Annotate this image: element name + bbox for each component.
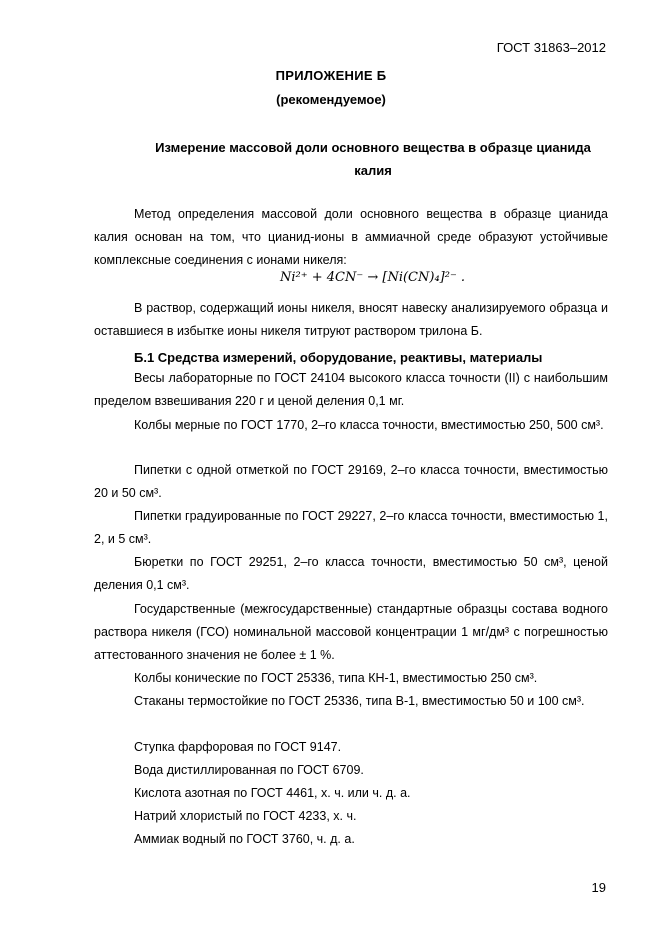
- standard-header: ГОСТ 31863–2012: [496, 40, 606, 55]
- list-item: Аммиак водный по ГОСТ 3760, ч. д. а.: [134, 832, 355, 846]
- list-item: Бюретки по ГОСТ 29251, 2–го класса точности, вместимостью 50 см³, ценой деления 0,1 см³.: [94, 555, 608, 592]
- list-item: Пипетки с одной отметкой по ГОСТ 29169, 2–го класса точности, вместимостью 20 и 50 см³.: [94, 463, 608, 500]
- intro-paragraph: Метод определения массовой доли основного вещества в образце цианида калия основан на том, что цианид-ионы в аммиачной среде образуют устойчивые комплексные соединения с ионами никеля:: [94, 207, 608, 267]
- list-item: Ступка фарфоровая по ГОСТ 9147.: [134, 740, 342, 754]
- list-item: Государственные (межгосударственные) стандартные образцы состава водного раствора никеля (ГСО) номинальной массовой концентрации 1 мг/дм³ с погрешностью аттестованного значения не более ± 1 %.: [94, 602, 608, 662]
- appendix-title: ПРИЛОЖЕНИЕ Б: [275, 68, 387, 83]
- list-item: Колбы конические по ГОСТ 25336, типа КН-1, вместимостью 250 см³.: [134, 671, 538, 685]
- subsection-title: Б.1 Средства измерений, оборудование, реактивы, материалы: [134, 350, 543, 365]
- page-number: 19: [591, 880, 606, 895]
- list-item: Стаканы термостойкие по ГОСТ 25336, типа В-1, вместимостью 50 и 100 см³.: [134, 694, 585, 708]
- section-title: Измерение массовой доли основного вещества в образце цианида калия: [155, 140, 591, 178]
- list-item: Пипетки градуированные по ГОСТ 29227, 2–го класса точности, вместимостью 1, 2, и 5 см³.: [94, 509, 608, 546]
- list-item: Колбы мерные по ГОСТ 1770, 2–го класса точности, вместимостью 250, 500 см³.: [134, 418, 604, 432]
- appendix-subtitle: (рекомендуемое): [276, 92, 386, 107]
- list-item: Вода дистиллированная по ГОСТ 6709.: [134, 763, 364, 777]
- list-item: Натрий хлористый по ГОСТ 4233, х. ч.: [134, 809, 357, 823]
- list-item: Весы лабораторные по ГОСТ 24104 высокого класса точности (II) с наибольшим пределом взвешивания 220 г и ценой деления 0,1 мг.: [94, 371, 608, 408]
- method-paragraph: В раствор, содержащий ионы никеля, вносят навеску анализируемого образца и оставшиеся в избытке ионы никеля титруют раствором трилона Б.: [94, 301, 608, 338]
- list-item: Кислота азотная по ГОСТ 4461, х. ч. или ч. д. а.: [134, 786, 411, 800]
- reaction-formula: Ni²⁺ + 4CN⁻ → [Ni(CN)₄]²⁻ .: [280, 270, 466, 285]
